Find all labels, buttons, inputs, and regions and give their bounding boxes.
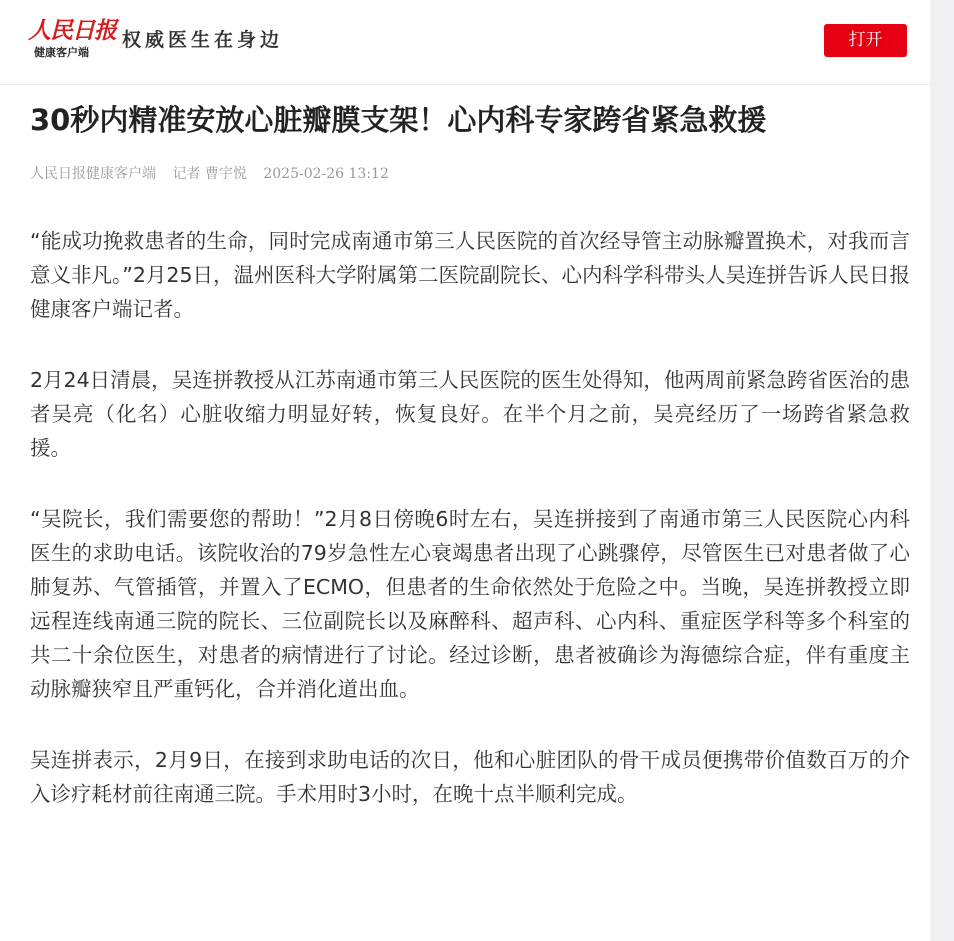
logo-wordmark: 人民日报 — [28, 17, 116, 44]
article-title: 30秒内精准安放心脏瓣膜支架！心内科专家跨省紧急救援 — [30, 103, 767, 137]
article-source: 人民日报健康客户端 — [30, 166, 156, 182]
article-body — [30, 224, 910, 848]
article-date: 2025-02-26 13:12 — [263, 166, 389, 182]
article-paragraph: 吴连拼表示，2月9日，在接到求助电话的次日，他和心脏团队的骨干成员便携带价值数百万的介入诊疗耗材前往南通三院。手术用时3小时，在晚十点半顺利完成。 — [30, 748, 910, 806]
open-app-button[interactable]: 打开 — [824, 24, 907, 57]
app-header — [0, 0, 930, 85]
article-reporter: 记者 曹宇悦 — [172, 166, 247, 182]
brand-logo — [28, 16, 116, 64]
article-meta — [30, 163, 389, 185]
logo-subtitle: 健康客户端 — [34, 46, 89, 59]
article-paragraph: 2月24日清晨，吴连拼教授从江苏南通市第三人民医院的医生处得知，他两周前紧急跨省医治的患者吴亮（化名）心脏收缩力明显好转，恢复良好。在半个月之前，吴亮经历了一场跨省紧急救援。 — [30, 368, 910, 460]
article-paragraph: “吴院长，我们需要您的帮助！”2月8日傍晚6时左右，吴连拼接到了南通市第三人民医院心内科医生的求助电话。该院收治的79岁急性左心衰竭患者出现了心跳骤停，尽管医生已对患者做了心肺复苏、气管插管，并置入了ECMO，但患者的生命依然处于危险之中。当晚，吴连拼教授立即远程连线南通三院的院长、三位副院长以及麻醉科、超声科、心内科、重症医学科等多个科室的共二十余位医生，对患者的病情进行了讨论。经过诊断，患者被确诊为海德综合症，伴有重度主动脉瓣狭窄且严重钙化，合并消化道出血。 — [30, 507, 910, 701]
article-paragraph: “能成功挽救患者的生命，同时完成南通市第三人民医院的首次经导管主动脉瓣置换术，对我而言意义非凡。”2月25日，温州医科大学附属第二医院副院长、心内科学科带头人吴连拼告诉人民日报健康客户端记者。 — [30, 229, 910, 321]
slogan: 权威医生在身边 — [122, 29, 284, 51]
